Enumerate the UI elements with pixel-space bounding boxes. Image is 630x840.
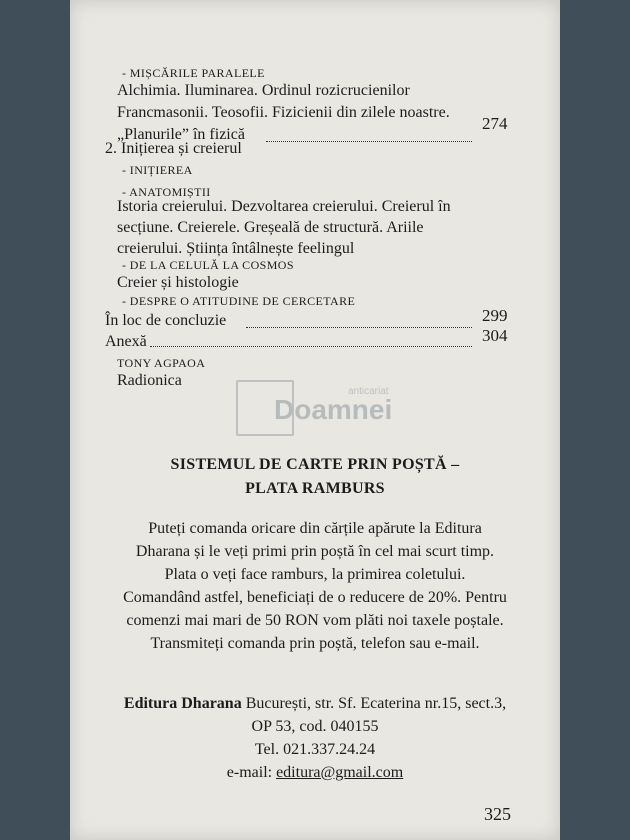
notice-paragraph-line: Puteți comanda oricare din cărțile apărute la Editura	[148, 520, 482, 537]
toc-paragraph-line: Istoria creierului. Dezvoltarea creierului. Creierul în	[117, 198, 451, 215]
watermark-name: Doamnei	[274, 394, 393, 425]
toc-section-initierea: - INIȚIEREA	[122, 163, 193, 177]
notice-paragraph-line: Comandând astfel, beneficiați de o reducere de 20%. Pentru	[123, 589, 507, 606]
toc-paragraph-line: creierului. Știința întâlnește feelingul	[117, 240, 355, 257]
toc-page-number: 274	[482, 114, 508, 133]
notice-paragraph-line: Dharana și le veți primi prin poștă în cel mai scurt timp.	[135, 543, 495, 560]
toc-paragraph-line: secțiune. Creierele. Greșeală de structură. Ariile	[117, 219, 424, 236]
toc-line-alchimia: Alchimia. Iluminarea. Ordinul rozicrucienilor	[117, 82, 410, 99]
publisher-address: București, str. Sf. Ecaterina nr.15, sect.3,	[241, 695, 507, 712]
toc-dot-leader	[150, 346, 472, 347]
toc-chapter: 2. Inițierea și creierul	[105, 140, 242, 157]
publisher-phone: Tel. 021.337.24.24	[254, 741, 376, 758]
publisher-email-line	[70, 764, 560, 782]
publisher-address-line1	[70, 695, 560, 713]
toc-page-number: 299	[482, 306, 508, 325]
toc-dot-leader	[266, 141, 472, 142]
email-link[interactable]: editura@gmail.com	[276, 764, 404, 781]
toc-line-planurile: „Planurile” în fizică	[117, 126, 245, 143]
page-number: 325	[484, 804, 511, 824]
book-page	[70, 0, 560, 840]
toc-section-tony: TONY AGPAOA	[117, 356, 206, 370]
notice-paragraph-line: Plata o veți face ramburs, la primirea coletului.	[164, 566, 466, 583]
notice-title-line2: PLATA RAMBURS	[245, 480, 385, 497]
notice-paragraph-line: Transmiteți comanda prin poștă, telefon sau e-mail.	[150, 635, 480, 652]
toc-line-francmasonii: Francmasonii. Teosofii. Fizicienii din zilele noastre.	[117, 104, 450, 121]
toc-page-number: 304	[482, 326, 508, 345]
watermark-subtitle: anticariat	[348, 386, 389, 397]
notice-title-line1: SISTEMUL DE CARTE PRIN POȘTĂ –	[170, 456, 460, 473]
publisher-name: Editura Dharana	[123, 695, 242, 712]
toc-dot-leader	[246, 327, 472, 328]
email-label: e-mail:	[226, 764, 277, 781]
toc-section-celula: - DE LA CELULĂ LA COSMOS	[122, 258, 294, 272]
toc-section-anatomistii: - ANATOMIȘTII	[122, 185, 211, 199]
toc-concluzie: În loc de concluzie	[105, 312, 227, 329]
publisher-address-line2: OP 53, cod. 040155	[251, 718, 379, 735]
toc-line-radionica: Radionica	[117, 372, 182, 389]
notice-paragraph-line: comenzi mai mari de 50 RON vom plăti noi taxele poștale.	[126, 612, 504, 629]
watermark-logo	[236, 380, 436, 440]
toc-section-atitudine: - DESPRE O ATITUDINE DE CERCETARE	[122, 294, 356, 308]
toc-anexa: Anexă	[105, 333, 147, 350]
toc-line-creier: Creier și histologie	[117, 274, 239, 291]
toc-section-miscarile: - MIȘCĂRILE PARALELE	[122, 66, 265, 80]
